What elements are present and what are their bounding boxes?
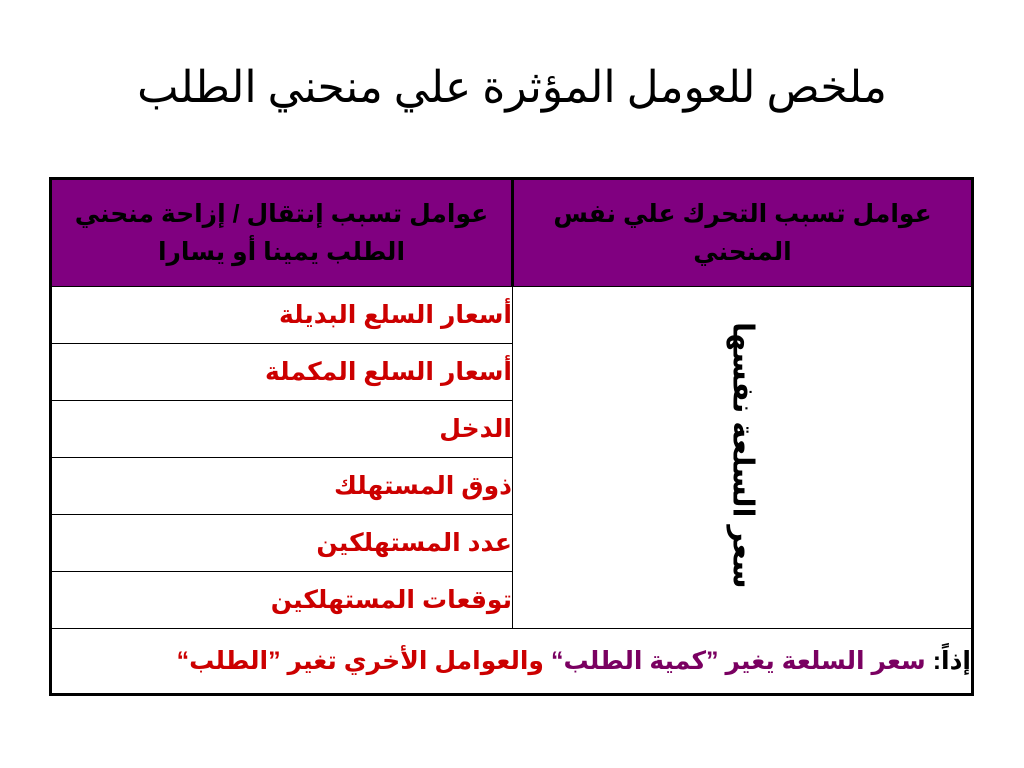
factor-complement-prices: أسعار السلع المكملة xyxy=(51,344,513,401)
slide-title: ملخص للعومل المؤثرة علي منحني الطلب xyxy=(137,63,887,112)
table-row xyxy=(51,287,973,344)
price-factor-text: سعر السلعة نفسها xyxy=(726,321,759,589)
factor-consumer-expectations: توقعات المستهلكين xyxy=(51,572,513,629)
header-shift-of-curve: عوامل تسبب إنتقال / إزاحة منحني الطلب يمينا أو يسارا xyxy=(51,179,513,287)
conclusion-quantity-demanded: سعر السلعة يغير ”كمية الطلب“ xyxy=(550,647,926,675)
factor-number-of-consumers: عدد المستهلكين xyxy=(51,515,513,572)
factor-substitute-prices: أسعار السلع البديلة xyxy=(51,287,513,344)
table-header-row xyxy=(51,179,973,287)
factor-income: الدخل xyxy=(51,401,513,458)
price-cell xyxy=(513,287,973,629)
factor-consumer-taste: ذوق المستهلك xyxy=(51,458,513,515)
conclusion-cell xyxy=(51,629,973,695)
header-movement-along-curve: عوامل تسبب التحرك علي نفس المنحني xyxy=(513,179,973,287)
conclusion-row xyxy=(51,629,973,695)
conclusion-prefix: إذاً: xyxy=(932,647,971,675)
summary-table xyxy=(49,177,974,696)
conclusion-demand: والعوامل الأخري تغير ”الطلب“ xyxy=(176,647,544,675)
